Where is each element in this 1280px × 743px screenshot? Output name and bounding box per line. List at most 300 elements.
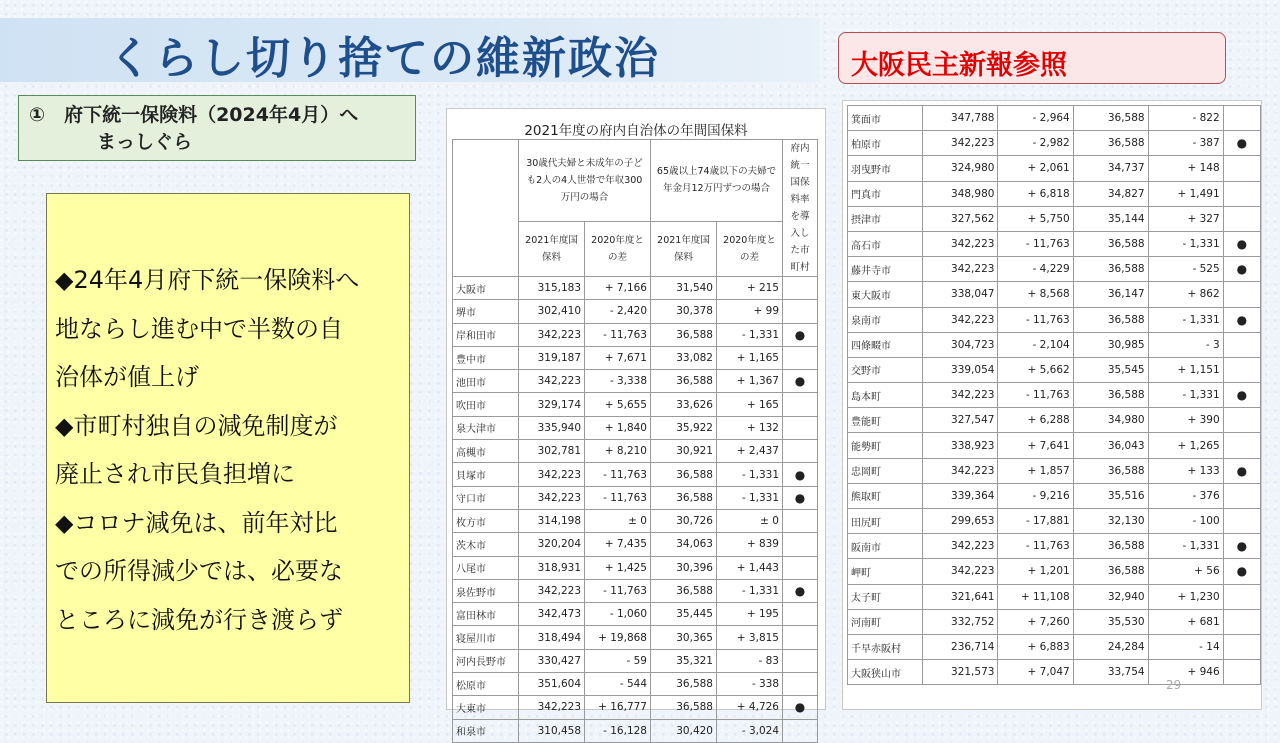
fee-cell: 36,588 [1073,257,1148,282]
municipality-cell: 大阪狭山市 [848,660,923,685]
municipality-cell: 東大阪市 [848,282,923,307]
diff-cell: + 4,726 [717,696,783,719]
diff-cell: - 11,763 [585,579,651,602]
diff-cell: + 7,435 [585,533,651,556]
diff-cell: ± 0 [585,509,651,532]
diff-cell: - 1,331 [717,486,783,509]
diff-cell: + 19,868 [585,626,651,649]
fee-cell: 342,223 [923,231,998,256]
diff-cell: - 1,331 [1148,534,1223,559]
note-line: ◆市町村独自の減免制度が [55,411,338,440]
municipality-cell: 交野市 [848,357,923,382]
diff-cell: + 1,230 [1148,584,1223,609]
note-line: 地ならし進む中で半数の自 [55,314,343,343]
fee-cell: 342,223 [519,579,585,602]
page-number: 29 [1166,678,1182,692]
unified-mark-cell [783,533,818,556]
table-row [848,131,1261,156]
fee-cell: 36,588 [1073,559,1148,584]
subtitle-box [18,95,416,161]
diff-cell: + 1,201 [998,559,1073,584]
unified-mark-cell [1223,106,1260,131]
diff-cell: - 2,982 [998,131,1073,156]
fee-cell: 34,737 [1073,156,1148,181]
fee-cell: 30,396 [651,556,717,579]
fee-cell: 36,588 [651,486,717,509]
table-row [848,257,1261,282]
fee-table-right-panel [842,100,1262,710]
diff-cell: - 16,128 [585,719,651,742]
table-row [453,649,818,672]
diff-cell: + 1,165 [717,346,783,369]
municipality-cell: 箕面市 [848,106,923,131]
fee-cell: 32,940 [1073,584,1148,609]
fee-cell: 339,364 [923,483,998,508]
fee-cell: 332,752 [923,609,998,634]
municipality-cell: 大東市 [453,696,519,719]
fee-cell: 34,827 [1073,181,1148,206]
table-row [453,719,818,742]
diff-cell: - 59 [585,649,651,672]
fee-header: 2021年度国保料 [519,221,585,276]
fee-cell: 34,063 [651,533,717,556]
note-line: での所得減少では、必要な [55,557,343,585]
diff-cell: - 1,331 [1148,307,1223,332]
fee-cell: 31,540 [651,277,717,300]
table-row [453,393,818,416]
fee-cell: 299,653 [923,509,998,534]
fee-cell: 35,530 [1073,609,1148,634]
diff-cell: - 4,229 [998,257,1073,282]
fee-cell: 35,445 [651,603,717,626]
municipality-cell: 千早赤阪村 [848,634,923,659]
fee-cell: 304,723 [923,332,998,357]
note-line: 治体が値上げ [55,363,199,391]
diff-cell: - 3,024 [717,719,783,742]
fee-cell: 342,223 [923,257,998,282]
diff-cell: + 3,815 [717,626,783,649]
diff-cell: + 215 [717,277,783,300]
diff-cell: - 2,104 [998,332,1073,357]
diff-cell: + 11,108 [998,584,1073,609]
diff-cell: - 11,763 [585,323,651,346]
diff-cell: + 99 [717,300,783,323]
diff-cell: - 544 [585,673,651,696]
municipality-cell: 泉佐野市 [453,579,519,602]
fee-cell: 342,223 [519,323,585,346]
fee-cell: 36,147 [1073,282,1148,307]
unified-mark-cell [783,556,818,579]
fee-cell: 321,641 [923,584,998,609]
fee-cell: 302,410 [519,300,585,323]
fee-cell: 351,604 [519,673,585,696]
municipality-cell: 守口市 [453,486,519,509]
fee-cell: 318,931 [519,556,585,579]
fee-table-right [847,105,1261,685]
diff-cell: - 11,763 [998,307,1073,332]
municipality-cell: 大阪市 [453,277,519,300]
table-row [453,509,818,532]
group1-header: 30歳代夫婦と未成年の子ども2人の4人世帯で年収300万円の場合 [519,140,651,222]
group2-header: 65歳以上74歳以下の夫婦で年金月12万円ずつの場合 [651,140,783,222]
table-row [848,660,1261,685]
diff-cell: + 681 [1148,609,1223,634]
diff-cell: + 862 [1148,282,1223,307]
fee-cell: 33,754 [1073,660,1148,685]
municipality-cell: 豊能町 [848,408,923,433]
diff-cell: + 6,883 [998,634,1073,659]
municipality-cell: 吹田市 [453,393,519,416]
diff-cell: - 3,338 [585,370,651,393]
diff-cell: + 7,260 [998,609,1073,634]
fee-cell: 314,198 [519,509,585,532]
municipality-header [453,140,519,277]
unified-mark-cell: ● [1223,257,1260,282]
municipality-cell: 四條畷市 [848,332,923,357]
diff-cell: + 1,443 [717,556,783,579]
unified-mark-cell: ● [1223,458,1260,483]
unified-mark-cell: ● [1223,559,1260,584]
fee-cell: 315,183 [519,277,585,300]
diff-cell: - 376 [1148,483,1223,508]
page-title: くらし切り捨ての維新政治 [108,33,660,84]
fee-cell: 338,047 [923,282,998,307]
unified-mark-cell [1223,408,1260,433]
unified-mark-cell [1223,433,1260,458]
fee-cell: 324,980 [923,156,998,181]
table-row [848,383,1261,408]
diff-cell: - 17,881 [998,509,1073,534]
unified-mark-cell [1223,509,1260,534]
fee-cell: 36,588 [651,696,717,719]
diff-cell: + 327 [1148,206,1223,231]
municipality-cell: 泉大津市 [453,416,519,439]
diff-cell: + 8,568 [998,282,1073,307]
fee-cell: 302,781 [519,440,585,463]
unified-mark-cell [1223,483,1260,508]
fee-cell: 36,588 [1073,458,1148,483]
diff-cell: - 11,763 [998,534,1073,559]
table-title: 2021年度の府内自治体の年間国保料 [524,123,748,139]
fee-cell: 35,922 [651,416,717,439]
municipality-cell: 太子町 [848,584,923,609]
diff-cell: + 390 [1148,408,1223,433]
municipality-cell: 熊取町 [848,483,923,508]
unified-mark-cell: ● [783,696,818,719]
notes-box [46,193,410,703]
municipality-cell: 島本町 [848,383,923,408]
diff-cell: + 5,750 [998,206,1073,231]
municipality-cell: 茨木市 [453,533,519,556]
unified-mark-cell [1223,634,1260,659]
fee-cell: 30,921 [651,440,717,463]
subtitle-line2: まっしぐら [97,131,193,153]
municipality-cell: 阪南市 [848,534,923,559]
municipality-cell: 藤井寺市 [848,257,923,282]
table-row [453,579,818,602]
unified-mark-cell: ● [1223,231,1260,256]
unified-mark-cell [783,719,818,742]
fee-table-left-panel [446,108,826,739]
fee-cell: 335,940 [519,416,585,439]
municipality-cell: 寝屋川市 [453,626,519,649]
unified-mark-cell: ● [783,463,818,486]
table-row [453,300,818,323]
fee-cell: 34,980 [1073,408,1148,433]
unified-mark-cell [783,346,818,369]
fee-cell: 32,130 [1073,509,1148,534]
diff-cell: - 9,216 [998,483,1073,508]
unified-mark-cell: ● [783,370,818,393]
unified-mark-cell [783,416,818,439]
unified-mark-cell [1223,609,1260,634]
unified-mark-cell: ● [783,486,818,509]
diff-cell: - 525 [1148,257,1223,282]
table-row [453,463,818,486]
diff-cell: - 822 [1148,106,1223,131]
diff-header: 2020年度との差 [717,221,783,276]
fee-cell: 36,588 [1073,131,1148,156]
unified-mark-cell: ● [783,323,818,346]
table-row [848,534,1261,559]
diff-cell: - 3 [1148,332,1223,357]
municipality-cell: 羽曳野市 [848,156,923,181]
fee-header: 2021年度国保料 [651,221,717,276]
fee-cell: 36,588 [1073,383,1148,408]
diff-cell: + 5,655 [585,393,651,416]
fee-cell: 30,365 [651,626,717,649]
diff-cell: ± 0 [717,509,783,532]
table-row [848,483,1261,508]
municipality-cell: 岬町 [848,559,923,584]
municipality-cell: 池田市 [453,370,519,393]
unified-mark-cell: ● [1223,383,1260,408]
unified-mark-cell: ● [783,579,818,602]
diff-cell: + 148 [1148,156,1223,181]
fee-cell: 342,223 [923,458,998,483]
municipality-cell: 河内長野市 [453,649,519,672]
note-line: ◆コロナ減免は、前年対比 [55,508,338,537]
diff-cell: - 1,331 [1148,383,1223,408]
diff-cell: + 6,818 [998,181,1073,206]
diff-cell: + 1,265 [1148,433,1223,458]
table-row [848,433,1261,458]
table-row [848,106,1261,131]
table-row [848,559,1261,584]
note-line: ところに減免が行き渡らず [55,605,343,634]
fee-cell: 30,420 [651,719,717,742]
table-row [848,609,1261,634]
table-row [453,323,818,346]
diff-cell: - 11,763 [585,463,651,486]
diff-cell: + 1,857 [998,458,1073,483]
fee-cell: 348,980 [923,181,998,206]
diff-cell: + 5,662 [998,357,1073,382]
municipality-cell: 高石市 [848,231,923,256]
municipality-cell: 摂津市 [848,206,923,231]
fee-cell: 342,223 [923,383,998,408]
municipality-cell: 枚方市 [453,509,519,532]
table-row [453,416,818,439]
table-row [848,231,1261,256]
unified-mark-cell: ● [1223,307,1260,332]
diff-cell: - 83 [717,649,783,672]
fee-cell: 35,545 [1073,357,1148,382]
table-row [453,556,818,579]
fee-cell: 24,284 [1073,634,1148,659]
fee-cell: 35,516 [1073,483,1148,508]
unified-mark-cell [1223,181,1260,206]
fee-cell: 36,588 [651,370,717,393]
table-row [848,282,1261,307]
fee-cell: 338,923 [923,433,998,458]
fee-cell: 36,588 [651,579,717,602]
fee-cell: 329,174 [519,393,585,416]
unified-mark-cell [783,277,818,300]
table-row [453,696,818,719]
table-row [848,332,1261,357]
fee-cell: 342,223 [519,696,585,719]
fee-cell: 330,427 [519,649,585,672]
diff-cell: + 7,047 [998,660,1073,685]
diff-cell: + 1,491 [1148,181,1223,206]
municipality-cell: 岸和田市 [453,323,519,346]
table-row [848,584,1261,609]
fee-cell: 342,223 [923,559,998,584]
unified-rate-header: 府内統一国保料率を導入した市町村 [783,140,818,277]
fee-cell: 327,547 [923,408,998,433]
fee-cell: 36,588 [1073,106,1148,131]
fee-cell: 36,588 [651,463,717,486]
unified-mark-cell [1223,156,1260,181]
municipality-cell: 和泉市 [453,719,519,742]
fee-cell: 36,043 [1073,433,1148,458]
fee-cell: 30,726 [651,509,717,532]
diff-cell: - 11,763 [585,486,651,509]
table-row [848,509,1261,534]
diff-cell: + 2,437 [717,440,783,463]
note-line: ◆24年4月府下統一保険料へ [55,266,360,294]
fee-table-left [452,139,818,743]
diff-cell: + 2,061 [998,156,1073,181]
fee-cell: 342,223 [923,534,998,559]
diff-cell: - 1,331 [717,463,783,486]
table-row [848,458,1261,483]
fee-cell: 35,144 [1073,206,1148,231]
municipality-cell: 豊中市 [453,346,519,369]
fee-cell: 30,985 [1073,332,1148,357]
fee-cell: 35,321 [651,649,717,672]
diff-cell: + 7,671 [585,346,651,369]
unified-mark-cell [1223,282,1260,307]
unified-mark-cell [1223,584,1260,609]
diff-cell: + 165 [717,393,783,416]
municipality-cell: 忠岡町 [848,458,923,483]
fee-cell: 36,588 [1073,534,1148,559]
subtitle-line1: ① 府下統一保険料（2024年4月）へ [29,104,359,126]
table-row [453,486,818,509]
diff-cell: - 1,331 [717,579,783,602]
diff-cell: + 195 [717,603,783,626]
fee-cell: 36,588 [1073,307,1148,332]
municipality-cell: 八尾市 [453,556,519,579]
fee-cell: 339,054 [923,357,998,382]
unified-mark-cell [1223,206,1260,231]
unified-mark-cell [1223,357,1260,382]
fee-cell: 33,082 [651,346,717,369]
note-line: 廃止され市民負担増に [55,460,295,488]
diff-cell: - 387 [1148,131,1223,156]
table-row [453,346,818,369]
fee-cell: 36,588 [651,323,717,346]
fee-cell: 342,223 [923,131,998,156]
diff-cell: - 338 [717,673,783,696]
unified-mark-cell [783,440,818,463]
table-row [453,533,818,556]
source-label: 大阪民主新報参照 [838,32,1226,84]
table-row [453,440,818,463]
diff-cell: + 1,151 [1148,357,1223,382]
fee-cell: 342,223 [519,486,585,509]
diff-cell: + 56 [1148,559,1223,584]
diff-cell: - 2,964 [998,106,1073,131]
municipality-cell: 富田林市 [453,603,519,626]
unified-mark-cell [783,509,818,532]
municipality-cell: 松原市 [453,673,519,696]
unified-mark-cell [783,393,818,416]
unified-mark-cell [783,649,818,672]
fee-cell: 36,588 [1073,231,1148,256]
municipality-cell: 柏原市 [848,131,923,156]
table-row [848,634,1261,659]
diff-cell: - 11,763 [998,383,1073,408]
fee-cell: 342,223 [923,307,998,332]
diff-cell: + 8,210 [585,440,651,463]
diff-cell: + 16,777 [585,696,651,719]
fee-cell: 318,494 [519,626,585,649]
unified-mark-cell [1223,332,1260,357]
table-row [848,181,1261,206]
diff-cell: + 946 [1148,660,1223,685]
table-row [848,307,1261,332]
diff-header: 2020年度との差 [585,221,651,276]
diff-cell: + 132 [717,416,783,439]
unified-mark-cell: ● [1223,534,1260,559]
fee-cell: 33,626 [651,393,717,416]
table-row [453,673,818,696]
diff-cell: - 1,331 [717,323,783,346]
unified-mark-cell [1223,660,1260,685]
fee-cell: 310,458 [519,719,585,742]
unified-mark-cell [783,673,818,696]
fee-cell: 319,187 [519,346,585,369]
diff-cell: + 6,288 [998,408,1073,433]
fee-cell: 347,788 [923,106,998,131]
diff-cell: + 7,166 [585,277,651,300]
table-row [848,408,1261,433]
unified-mark-cell [783,626,818,649]
diff-cell: + 1,367 [717,370,783,393]
fee-cell: 327,562 [923,206,998,231]
unified-mark-cell: ● [1223,131,1260,156]
fee-cell: 30,378 [651,300,717,323]
table-row [453,277,818,300]
municipality-cell: 泉南市 [848,307,923,332]
municipality-cell: 河南町 [848,609,923,634]
diff-cell: - 100 [1148,509,1223,534]
diff-cell: + 7,641 [998,433,1073,458]
municipality-cell: 貝塚市 [453,463,519,486]
